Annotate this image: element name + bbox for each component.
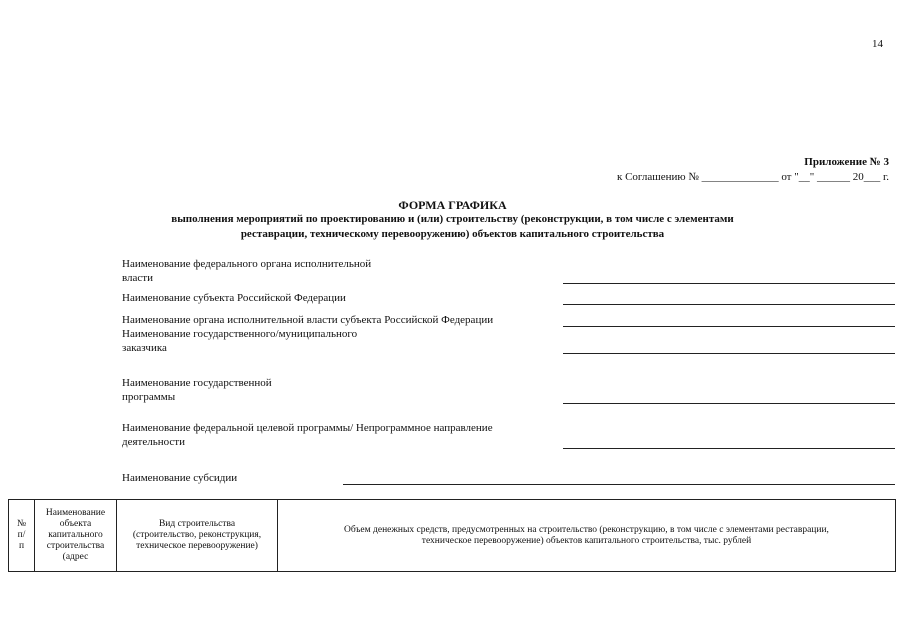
col-header-number — [9, 500, 35, 572]
col-header-object-name-line-1: Наименование — [45, 508, 106, 518]
document-title: ФОРМА ГРАФИКА — [398, 198, 507, 212]
program-field[interactable] — [563, 403, 895, 404]
table-header-row — [9, 500, 896, 572]
federal-body-label-line-1: Наименование федерального органа исполнительной — [122, 258, 372, 270]
customer-label-line-1: Наименование государственного/муниципального — [122, 328, 358, 340]
col-header-object-name-line-3: капитального — [48, 530, 103, 540]
subsidy-label: Наименование субсидии — [122, 472, 238, 484]
subject-field[interactable] — [563, 304, 895, 305]
col-header-funding-volume — [278, 500, 896, 572]
target-program-field[interactable] — [563, 448, 895, 449]
target-program-label — [122, 422, 493, 449]
col-header-funding-volume-line-2: техническое перевооружение) объектов капитального строительства, тыс. рублей — [421, 535, 752, 546]
col-header-object-name-line-5: (адрес — [62, 552, 89, 562]
col-header-number-line-1: № — [16, 519, 27, 529]
col-header-construction-type-line-3: техническое перевооружение) — [136, 541, 258, 551]
page-number: 14 — [872, 38, 883, 50]
col-header-construction-type-line-2: (строительство, реконструкция, — [132, 530, 262, 540]
customer-label — [122, 328, 357, 355]
col-header-number-line-2: п/ — [17, 530, 26, 540]
federal-body-label — [122, 258, 371, 285]
subject-label: Наименование субъекта Российской Федерации — [122, 292, 346, 304]
col-header-object-name-line-4: строительства — [46, 541, 105, 551]
target-program-label-line-2: деятельности — [122, 435, 185, 448]
federal-body-field[interactable] — [563, 283, 895, 284]
col-header-object-name-line-2: объекта — [59, 519, 92, 529]
target-program-label-line-1: Наименование федеральной целевой программы/ Непрограммное направление — [122, 422, 493, 434]
subject-body-label: Наименование органа исполнительной власти субъекта Российской Федерации — [122, 314, 494, 326]
agreement-reference: к Соглашению № ______________ от "__" ______ 20___ г. — [616, 171, 889, 183]
col-header-construction-type — [117, 500, 278, 572]
col-header-number-line-3: п — [18, 541, 25, 551]
col-header-construction-type-line-1: Вид строительства — [158, 519, 236, 529]
customer-label-line-2: заказчика — [122, 341, 167, 354]
subject-body-field[interactable] — [563, 326, 895, 327]
program-label-line-2: программы — [122, 390, 176, 403]
program-label — [122, 377, 272, 404]
document-subtitle — [0, 212, 905, 242]
customer-field[interactable] — [563, 353, 895, 354]
schedule-table — [8, 499, 896, 572]
subsidy-field[interactable] — [343, 484, 895, 485]
subtitle-line-2: реставрации, техническому перевооружению) объектов капитального строительства — [240, 228, 665, 240]
program-label-line-1: Наименование государственной — [122, 377, 272, 389]
subtitle-line-1: выполнения мероприятий по проектированию и (или) строительству (реконструкции, в том числе с элементами — [171, 213, 734, 225]
federal-body-label-line-2: власти — [122, 271, 153, 284]
col-header-funding-volume-line-1: Объем денежных средств, предусмотренных на строительство (реконструкцию, в том числе с элементами реставрации, — [344, 524, 829, 535]
appendix-title: Приложение № 3 — [804, 156, 889, 168]
col-header-object-name — [35, 500, 117, 572]
